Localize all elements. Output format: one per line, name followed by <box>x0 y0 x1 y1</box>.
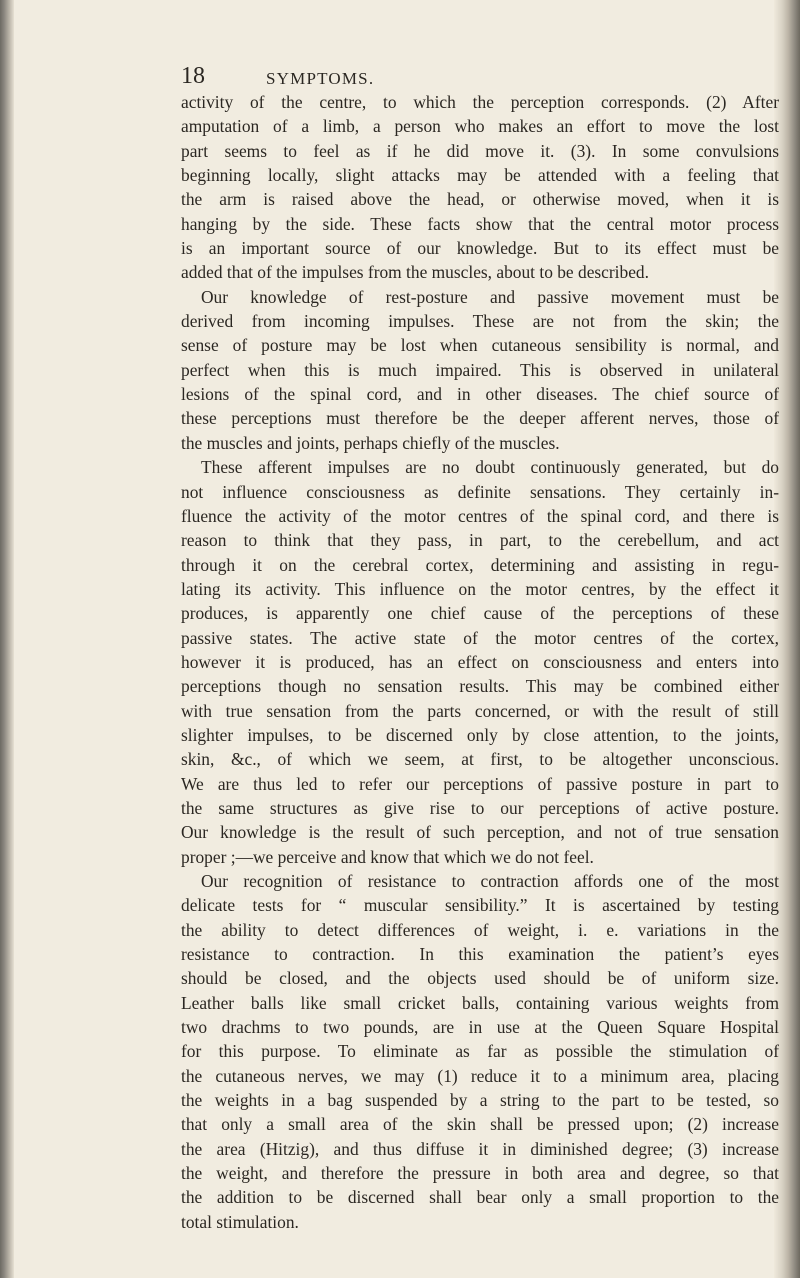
text-line: amputation of a limb, a person who makes an effort to move the lost <box>181 116 779 137</box>
text-line: Our knowledge of rest-posture and passive movement must be <box>201 286 779 307</box>
text-line: the addition to be discerned shall bear only a small proportion to the <box>181 1187 779 1208</box>
text-line: We are thus led to refer our perceptions of passive posture in part to <box>181 773 779 794</box>
text-line: proper ;—we perceive and know that which we do not feel. <box>181 846 594 867</box>
text-line: fluence the activity of the motor centres of the spinal cord, and there is <box>181 505 779 526</box>
text-line: These afferent impulses are no doubt continuously generated, but do <box>201 457 779 478</box>
text-line: however it is produced, has an effect on consciousness and enters into <box>181 651 779 672</box>
text-line: not influence consciousness as definite sensations. They certainly in- <box>181 481 779 502</box>
text-line: the same structures as give rise to our perceptions of active posture. <box>181 797 779 818</box>
text-line: two drachms to two pounds, are in use at the Queen Square Hospital <box>181 1017 779 1038</box>
text-line: the weights in a bag suspended by a string to the part to be tested, so <box>181 1090 779 1111</box>
text-line: reason to think that they pass, in part, to the cerebellum, and act <box>181 530 779 551</box>
text-line: Our recognition of resistance to contraction affords one of the most <box>201 871 779 891</box>
text-line: the muscles and joints, perhaps chiefly of the muscles. <box>181 432 560 453</box>
text-line: part seems to feel as if he did move it. (3). In some convulsions <box>181 140 779 161</box>
text-line: through it on the cerebral cortex, determining and assisting in regu- <box>181 554 779 575</box>
text-line: the ability to detect differences of weight, i. e. variations in the <box>181 919 779 940</box>
text-line: passive states. The active state of the motor centres of the cortex, <box>181 627 779 648</box>
text-line: total stimulation. <box>181 1211 299 1232</box>
text-line: these perceptions must therefore be the deeper afferent nerves, those of <box>181 408 779 429</box>
text-line: lating its activity. This influence on the motor centres, by the effect it <box>181 578 779 599</box>
text-line: derived from incoming impulses. These are not from the skin; the <box>181 311 779 332</box>
text-line: slighter impulses, to be discerned only by close attention, to the joints, <box>181 724 779 745</box>
text-line: perceptions though no sensation results. This may be combined either <box>181 676 779 697</box>
text-line: lesions of the spinal cord, and in other diseases. The chief source of <box>181 384 779 405</box>
body-text <box>181 90 779 1234</box>
text-line: should be closed, and the objects used should be of uniform size. <box>181 968 779 989</box>
text-line: added that of the impulses from the muscles, about to be described. <box>181 262 649 283</box>
text-line: that only a small area of the skin shall be pressed upon; (2) increase <box>181 1114 779 1135</box>
text-line: Leather balls like small cricket balls, containing various weights from <box>181 992 779 1013</box>
page-number: 18 <box>181 63 205 89</box>
text-line: beginning locally, slight attacks may be attended with a feeling that <box>181 165 779 186</box>
text-line: activity of the centre, to which the perception corresponds. (2) After <box>181 92 779 112</box>
text-line: sense of posture may be lost when cutaneous sensibility is normal, and <box>181 335 779 356</box>
text-line: for this purpose. To eliminate as far as possible the stimulation of <box>181 1041 779 1062</box>
running-head: SYMPTOMS. <box>266 69 375 88</box>
text-line: with true sensation from the parts concerned, or with the result of still <box>181 700 779 721</box>
text-line: the area (Hitzig), and thus diffuse it in diminished degree; (3) increase <box>181 1138 779 1159</box>
text-line: delicate tests for “ muscular sensibility.” It is ascertained by testing <box>181 895 779 916</box>
text-line: hanging by the side. These facts show that the central motor process <box>181 213 779 234</box>
text-line: Our knowledge is the result of such perception, and not of true sensation <box>181 822 779 843</box>
page-header <box>181 58 779 92</box>
text-line: produces, is apparently one chief cause of the perceptions of these <box>181 603 779 624</box>
text-line: skin, &c., of which we seem, at first, to be altogether unconscious. <box>181 749 779 770</box>
text-line: the weight, and therefore the pressure in both area and degree, so that <box>181 1163 779 1184</box>
text-line: perfect when this is much impaired. This is observed in unilateral <box>181 359 779 380</box>
book-binding-shadow <box>0 0 14 1278</box>
text-line: the arm is raised above the head, or otherwise moved, when it is <box>181 189 779 210</box>
text-line: resistance to contraction. In this examination the patient’s eyes <box>181 944 779 965</box>
text-line: the cutaneous nerves, we may (1) reduce it to a minimum area, placing <box>181 1065 779 1086</box>
text-line: is an important source of our knowledge. But to its effect must be <box>181 238 779 259</box>
